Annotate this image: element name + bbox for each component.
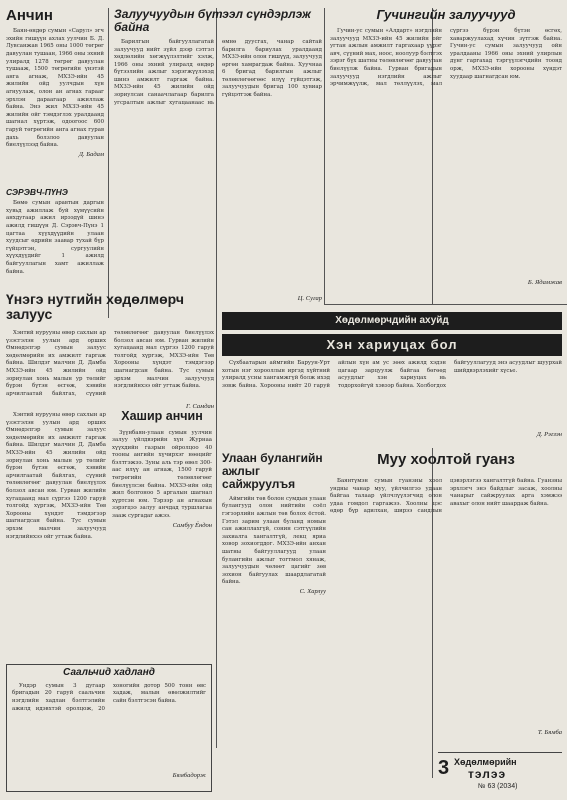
article-body: Хэнтий нурууны өвөр сахлын ар үзэсгэлэн уулын ард орших Өмнөдэлгэр сумын залуус хөдөлмөрийн их амжилт гаргаж байна. Шилдэг малчин Д. Дамба МХЗЭ-ийн 45 жилийн ойд зориулан хонь малын ур төлийг бүрэн бүтэн өсгөж, хэвийн арчилгаатай байлгах, сүүний төлөвлөгөөг давуулан биелүүлэх болзол авсан юм. Гурван жилийн хугацаанд мал сүргээ 1200 гаруй толгойд хүргэж, МХЗЭ-ийн Төв Хорооны хүндэт тэмдэгээр шагнагдсан байна. Тус сумын эрхэм малчин залуучууд нэгдлийнхээ ойг угтаж байна. <box>6 330 214 397</box>
article-guchingiin <box>330 8 562 300</box>
article-signature: Бямбадорж <box>172 771 206 779</box>
article-ulaan-bulan <box>222 452 326 782</box>
column-rule <box>324 8 325 304</box>
article-anchin <box>6 8 104 184</box>
article-title: Залуучуудын бүтээл сүндэрлэж байна <box>114 8 311 34</box>
article-unegiin-cont <box>6 412 106 652</box>
article-signature: Д. Бадам <box>78 150 104 158</box>
article-body: Баян-өндөр сумын «Сарул» эгч эхийн гишүүн ахлах уулчин Б. Д. Лувсанжав 1965 оны 1000 төгрөг давуулан тушаан, 1966 оны эхний улиралд 1278 төгрөг давуулан тушааж, 1500 төгрөгийн үнэтэй анга агнаж, МХЗЭ-ийн 45 жилийн ойд уулчдын хүн агнуулаж, олон ан агнах гарааг эрхлэн дараагаар ажиллаж байна. Энэ жил МХЗЭ-ийн 45 жилийн ойг тэмдэглэх уралдаанд шагнал хүртэж, одоогоос 600 гаруй төгрөгийн анга агнах гурав дахь болзлоо давуулан биелүүлээд байна. <box>6 28 104 149</box>
article-signature: С. Харлуу <box>299 587 326 595</box>
article-body: Гучин-ус сумын «Алдарт» нэгдлийн залуучууд МХЗЭ-ийн 45 жилийн ойг угтан ажлын амжилт гаргахаар үүрэг авч, сүүний мах, ноос, ноолуур бэлтгэх зэрэг бүх шатны төлөвлөгөөг давуулан биелүүлж байна. Гурван бригадын залуучууд нэгдлийн ажлыг эрчимжүүлж, мал төллүүлэх, мал сүргээ бүрэн бүтэн өсгөх, хаваржуулахад хүчин зүтгэж байна. Гучин-ус сумын залуучууд ойн уралдааны 1966 оны эхний улирлын дүнг гаргахад тэргүүлэгчдийн тоонд орж, МХЗЭ-ийн хорооны хүндэт хуудаар шагнагдсан юм. <box>330 28 562 88</box>
article-muu-hoolloi-title-wrap <box>330 452 562 476</box>
article-signature: Г. Самдан <box>186 403 214 410</box>
paper-name-line1: Хөдөлмөрийн <box>454 757 517 767</box>
article-title: Саальчид хадланд <box>63 667 155 678</box>
article-unegiin-body <box>6 330 214 410</box>
article-body: Бөмө сумын аравтын даргын хувьд ажиллаж буй хүмүүсийн анхдугаар ажил ирээдүй шинэ ажилд гишүүн Д. Сэрэвч-Пүнэ 1 цагтаа хүүхдүүдийн улаан хуудсыг өдрийн заавар тухай бүр гүйцэтгэн, сургуулийн хүүхдүүдийг 1 ажилд байгууллагын хамт ажиллаж байна. <box>6 200 104 275</box>
article-body: Баянтүмэн сумын гуанзны хоол ундны чанар муу, үйлчилгээ удаан байгаа талаар үйлчлүүлэгчид олон удаа гомдол гаргажээ. Хоолны цэс өдөр бүр адилхан, ширээ сандлын цэвэрлэгээ хангалтгүй байна. Гуанзны эрхлэгч энэ байдлыг засаж, хоолны чанарыг сайжруулах арга хэмжээ авахыг олон нийт шаардаж байна. <box>330 478 562 515</box>
issue-number: № 63 (2034) <box>478 783 518 790</box>
article-title: Анчин <box>6 8 53 24</box>
paper-name-line2: тэлээ <box>468 767 507 781</box>
masthead <box>438 752 562 795</box>
article-zaluuchuud <box>114 8 322 308</box>
page-number: 3 <box>438 757 450 779</box>
article-signature: Самбуу Ёндон <box>172 521 212 529</box>
article-title: Улаан булангийн ажлыг сайжруулъя <box>222 452 323 491</box>
article-muu-hoolloi <box>330 478 562 748</box>
article-signature: Ц. Сугар <box>297 294 322 302</box>
article-body: Зүүнбаян-улаан сумын уулчин залуу үйлдвэрийн хүн Журнаа хүүхдийн газрын ойролцоо 40 тооны ангийн хүчирхэг нөөцийг бэлтгэжээ. Зуны аль тэр өвөл 300-аас илүү ан агнаж, 1500 гаруй төгрөгийн төлөвлөгөөг биелүүлсэн байна. МХЗЭ-ийн ойд жил болгоноо 5 аргалын шагнал хүртсэн юм. Тэрээр ан агнахын зэрэгцээ залуу анчдад туршлагаа зааж сургадаг ажээ. <box>112 429 212 520</box>
article-signature: Д. Рэгзэн <box>536 431 562 438</box>
article-title: Хэн хариуцах бол <box>222 334 562 356</box>
article-hen-hariutsah <box>222 334 562 446</box>
article-body: Аймгийн төв болон сумдын улаан булангууд олон нийтийн соёл гэгээрлийн ажлын төв болох ёстой. Гэтэл зарим улаан буланд номын сан ажиллахгүй, сонин сэтгүүлийн захиалга хангалтгүй, лекц яриа ховор зохиогддог. МХЗЭ-ийн анхан шатны байгууллагууд улаан булангийн ажлыг тогтмол хянаж, залуучуудын чөлөөт цагийг зөв зохион байгуулах шаардлагатай байна. <box>222 495 326 586</box>
article-saalchid <box>6 664 212 792</box>
article-title: Гучингийн залуучууд <box>376 8 516 22</box>
article-body: Сүхбаатарын аймгийн Баруун-Урт хотын нэг хорооллын иргэд хүйтний улиралд усны хангамжгүй болж ихэд зовж байна. Хорооны нийт 20 гаруй айлын хүн ам ус зөөх ажилд хэдэн цагаар зарцуулж байгаа бөгөөд асуудлыг хэн хариуцах нь тодорхойгүй хэвээр байна. Холбогдох байгууллагууд энэ асуудлыг шуурхай шийдвэрлэхийг хүсье. <box>222 360 562 389</box>
article-signature: Б. Ядамжав <box>527 279 562 287</box>
article-signature: Т. Бямба <box>537 729 562 736</box>
article-body: Хэнтий нурууны өвөр сахлын ар үзэсгэлэн уулын ард орших Өмнөдэлгэр сумын залуус хөдөлмөрийн их амжилт гаргаж байна. Шилдэг малчин Д. Дамба МХЗЭ-ийн 45 жилийн ойд зориулан хонь малын ур төлийг бүрэн бүтэн өсгөж, хэвийн арчилгаатай байлгах, сүүний төлөвлөгөөг давуулан биелүүлэх болзол авсан юм. Гурван жилийн хугацаанд мал сүргээ 1200 гаруй толгойд хүргэж, МХЗЭ-ийн Төв Хорооны хүндэт тэмдэгээр шагнагдсан байна. Тус сумын эрхэм малчин залуучууд нэгдлийнхээ ойг угтаж байна. <box>6 412 106 540</box>
column-rule <box>108 8 109 318</box>
article-title: Хашир анчин <box>121 410 203 423</box>
article-title: Үнэгэ нутгийн хөдөлмөрч залуус <box>6 292 184 323</box>
section-rule <box>324 304 567 305</box>
article-title: СЭРЭВЧ-ПҮНЭ <box>6 188 68 197</box>
column-rule <box>216 318 217 748</box>
article-body: Барилгын байгууллагатай залуучууд нийт зүйл дээр сэтгэл хөдлөлийн хөгжүүлэлтийг хэлж, 1966 оны эхний улиралд өндөр бүтээлийн ажлыг хэрэгжүүлэхэд шинэ амжилт гаргаж байна. МХЗЭ-ийн 45 жилийн ойд зориулсан санаачлагаар барилга угсралтын ажлыг хугацаанаас нь өмнө дуусгах, чанар сайтай барилга бариулах уралдаанд МХЗЭ-ийн олон гишүүд, залуучууд өргөн хамрагдаж байна. Хуучнаа 6 бригад барилгын ажлыг төлөвлөгөөгөөс илүү гүйцэтгэж, залуучуудын бригад 100 хувиар гүйцэтгэж байна. <box>114 38 322 106</box>
article-saravch <box>6 188 104 288</box>
section-band: Хөдөлмөрчдийн ахуйд <box>222 312 562 330</box>
article-body: Ундэр сумын 3 дугаар бригадын 20 гаруй саальчин нэгдлийн хадлан бэлтгэлийн ажилд идэвхтэй оролцож, 20 хоногийн дотор 500 тонн өвс хадаж, малын өвөлжилтийг сайн бэлтгэсэн байна. <box>12 682 206 712</box>
article-title: Муу хоолтой гуанз <box>377 452 515 468</box>
